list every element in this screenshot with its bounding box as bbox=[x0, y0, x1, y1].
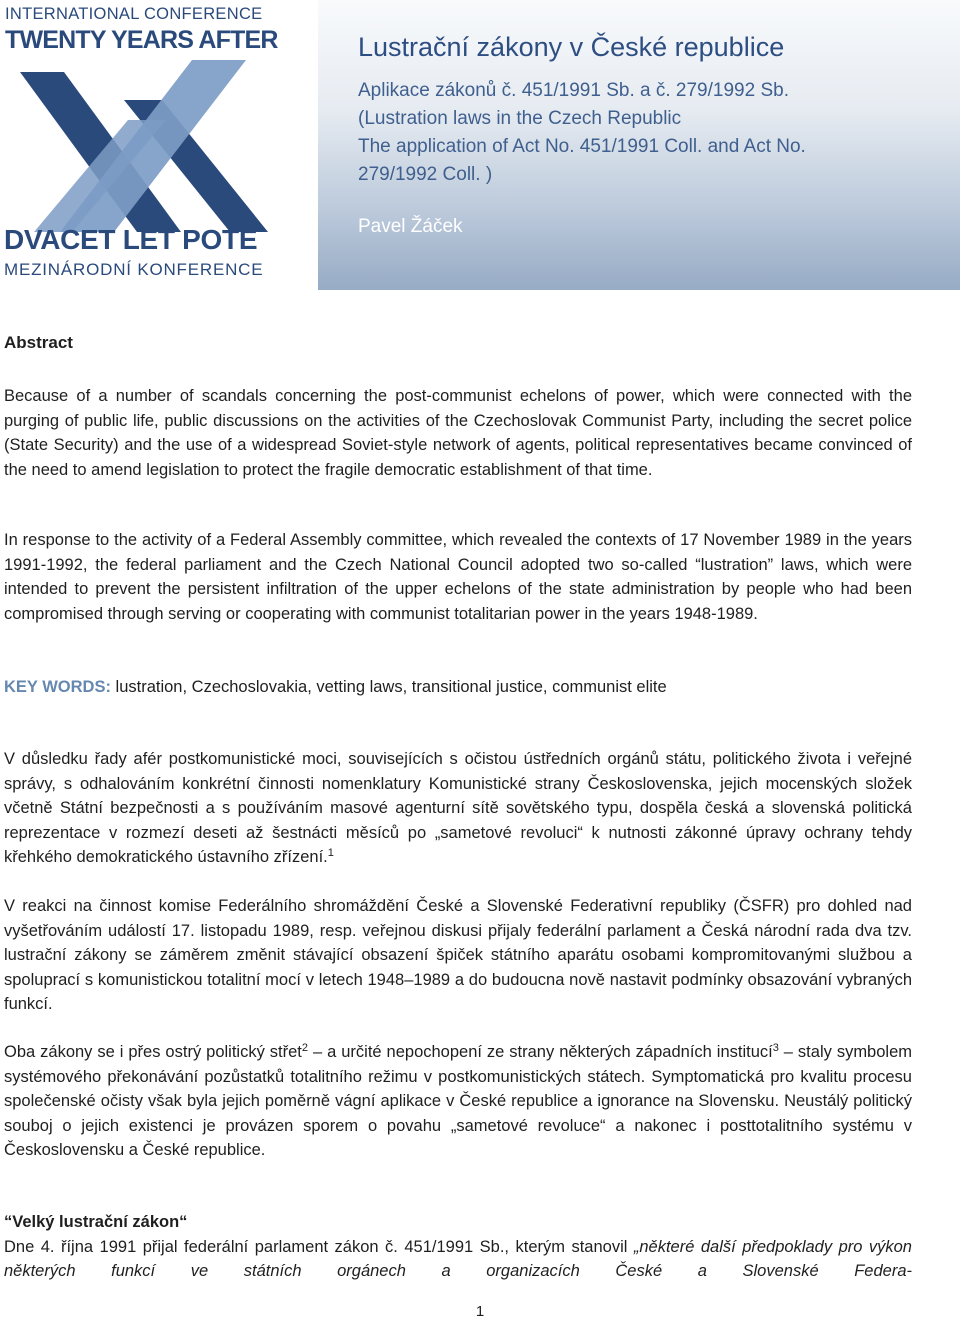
subtitle-line: (Lustration laws in the Czech Republic bbox=[358, 108, 682, 129]
subtitle-line: The application of Act No. 451/1991 Coll. and Act No. bbox=[358, 136, 806, 157]
czech-paragraph-3 bbox=[4, 1040, 912, 1163]
abstract-heading: Abstract bbox=[4, 333, 73, 352]
footnote-ref-1[interactable]: 1 bbox=[327, 847, 334, 859]
title-header-panel bbox=[318, 0, 960, 290]
keywords-line bbox=[4, 675, 912, 700]
czech-p1-text: V důsledku řady afér postkomunistické moci, souvisejících s očistou ústředních orgánů státu, politického života i veřejné správy, s odhalováním konkrétní činnosti nomenklatury Komunistické strany Československa, jejich mocenských složek včetně Státní bezpečnosti a s používáním masové agenturní sítě sovětského typu, dospěla česká a slovenská politická reprezentace v rozmezí deseti až šestnácti měsíců po „sametové revoluci“ k nutnosti zákonné úpravy ochrany tehdy křehkého demokratického ústavního zřízení. bbox=[4, 750, 912, 866]
footnote-ref-2[interactable]: 2 bbox=[301, 1042, 309, 1054]
subtitle-line: Aplikace zákonů č. 451/1991 Sb. a č. 279/1992 Sb. bbox=[358, 80, 789, 101]
section-block bbox=[4, 1210, 912, 1284]
czech-p3-text-c: – staly symbolem systémového překonávání pozůstatků totalitního režimu v postkomunistických státech. Symptomatická pro kvalitu procesu společenské očisty však byla jejich poměrně vágní aplikace v České republice a ignorance na Slovensku. Neustálý politický souboj o jejich existenci je provázen sporem o povahu „sametové revoluce“ a nakonec i posttotalitního systému v Československu a České republice. bbox=[4, 1043, 912, 1159]
page-title: Lustrační zákony v České republice bbox=[358, 32, 785, 62]
logo-top-text bbox=[5, 4, 278, 56]
conference-logo bbox=[0, 0, 300, 295]
abstract-paragraph-2: In response to the activity of a Federal Assembly committee, which revealed the contexts of 17 November 1989 in the years 1991-1992, the federal parliament and the Czech National Council adopted two so-called “lustration” laws, which were intended to prevent the persistent infiltration of the upper echelons of the state administration by people who had been compromised through serving or cooperating with communist totalitarian power in the years 1948-1989. bbox=[4, 531, 912, 623]
czech-paragraph-2: V reakci na činnost komise Federálního shromáždění České a Slovenské Federativní republiky (ČSFR) pro dohled nad vyšetřováním událostí 17. listopadu 1989, resp. veřejnou diskusi přijaly federální parlament a Česká národní rada dva tzv. lustrační zákony se záměrem změnit stávající obsazení špiček státního aparátu osobami kompromitovanými službou a spoluprací s komunistickou totalitní mocí v letech 1948–1989 a do budoucna nově nastavit podmínky obsazování vybraných funkcí. bbox=[4, 897, 912, 1013]
logo-bottom-text bbox=[4, 222, 263, 282]
subtitle-line: 279/1992 Coll. ) bbox=[358, 164, 493, 185]
page-subtitle bbox=[358, 77, 938, 189]
section-heading: “Velký lustrační zákon“ bbox=[4, 1213, 188, 1231]
page-number: 1 bbox=[475, 1303, 485, 1320]
abstract-paragraph-1: Because of a number of scandals concerning the post-communist echelons of power, which were connected with the purging of public life, public discussions on the activities of the Czechoslovak Communist Party, including the secret police (State Security) and the use of a widespread Soviet-style network of agents, political representatives became convinced of the need to amend legislation to protect the fragile democratic establishment of that time. bbox=[4, 387, 912, 479]
footnote-ref-3[interactable]: 3 bbox=[772, 1042, 779, 1054]
czech-p4-quote: „některé další předpoklady pro výkon některých funkcí ve státních orgánech a organizacích České a Slovenské Federa- bbox=[4, 1237, 912, 1280]
logo-line-mezinarodni: MEZINÁRODNÍ KONFERENCE bbox=[4, 260, 264, 279]
author-name: Pavel Žáček bbox=[358, 216, 463, 237]
czech-p3-text-a: Oba zákony se i přes ostrý politický střet bbox=[4, 1043, 302, 1061]
logo-line-twenty-years: TWENTY YEARS AFTER bbox=[5, 26, 278, 54]
czech-p3-text-b: – a určité nepochopení ze strany některých západních institucí bbox=[308, 1043, 773, 1061]
keywords-label: KEY WORDS: bbox=[4, 678, 111, 696]
keywords-text: lustration, Czechoslovakia, vetting laws, transitional justice, communist elite bbox=[110, 678, 667, 696]
czech-paragraph-1 bbox=[4, 747, 912, 870]
czech-paragraph-4 bbox=[4, 1235, 912, 1284]
czech-p4-text: Dne 4. října 1991 přijal federální parlament zákon č. 451/1991 Sb., kterým stanovil bbox=[4, 1237, 634, 1256]
logo-line-dvacet-let: DVACET LET POTÉ bbox=[4, 224, 258, 255]
logo-line-international: INTERNATIONAL CONFERENCE bbox=[5, 5, 263, 23]
xx-logo-icon bbox=[6, 60, 268, 232]
